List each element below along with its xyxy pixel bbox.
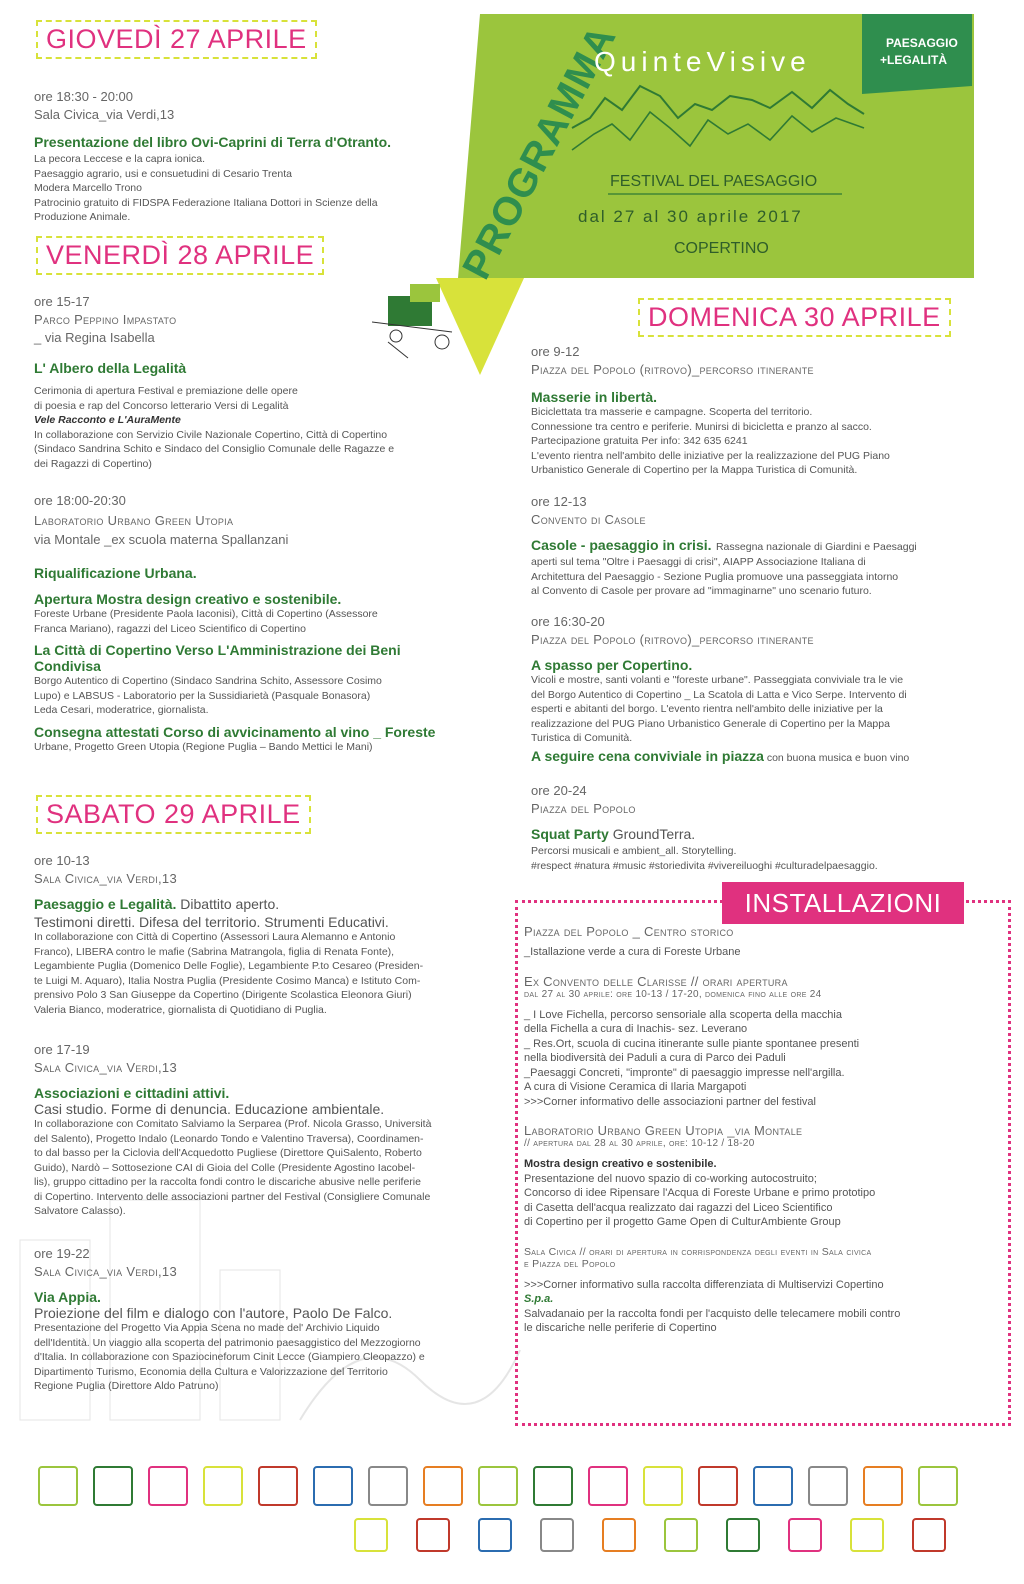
sponsor-logo [788, 1518, 822, 1552]
event-line: In collaborazione con Servizio Civile Nazionale Copertino, Città di Copertino [34, 428, 388, 441]
event-line: Architettura del Paesaggio - Sezione Puglia promuove una passeggiata intorno [531, 570, 899, 583]
sponsor-logo [918, 1466, 958, 1506]
event-line: Vele Racconto e L'AuraMente [34, 414, 181, 426]
sponsor-logo [203, 1466, 243, 1506]
event-line: Patrocinio gratuito di FIDSPA Federazione Italiana Dottori in Scienze della [34, 196, 378, 209]
installation-line: A cura di Visione Ceramica di Ilaria Margapoti [524, 1081, 747, 1093]
event-line: Percorsi musicali e ambient_all. Storytelling. [531, 845, 737, 857]
sunday-event-4 [531, 783, 986, 873]
installation-place: Ex Convento delle Clarisse // orari apertura [524, 973, 788, 989]
event-line: L'evento rientra nell'ambito delle iniziative per la realizzazione del PUG Piano [531, 449, 890, 462]
sponsor-logo [258, 1466, 298, 1506]
event-title: Paesaggio e Legalità. [34, 896, 177, 912]
event-line: al Convento di Casole per provare ad "immaginarne" uno scenario futuro. [531, 585, 872, 597]
festival-dates: dal 27 al 30 aprile 2017 [578, 207, 803, 226]
event-time: ore 20-24 [531, 783, 587, 798]
event-line: d'Italia. In collaborazione con Spaziocineforum Cinit Lecce (Giampiero Cleopazzo) e [34, 1351, 425, 1363]
event-line: realizzazione del PUG Piano Urbanistico Generale di Copertino per la Mappa [531, 717, 890, 730]
event-line: Turistica di Comunità. [531, 732, 633, 744]
friday-event-1-body [34, 360, 504, 471]
event-line: Guido), Nardò – Sottosezione CAI di Gioia del Colle (Presidente Agostino Iacobel- [34, 1161, 416, 1174]
sponsor-logo [354, 1518, 388, 1552]
event-place: Piazza del Popolo (ritrovo)_percorso itinerante [531, 362, 814, 377]
sponsor-logo [148, 1466, 188, 1506]
sponsor-logo [664, 1518, 698, 1552]
event-subtitle: Proiezione del film e dialogo con l'autore, Paolo De Falco. [34, 1305, 393, 1321]
event-line: di poesia e rap del Concorso letterario Versi di Legalità [34, 399, 289, 412]
event-line: (Sindaco Sandrina Schito e Sindaco del Consiglio Comunale delle Ragazze e [34, 443, 395, 455]
installation-place: Sala Civica // orari di apertura in corrispondenza degli eventi in Sala civica [524, 1245, 872, 1258]
event-subtitle: Casi studio. Forme di denuncia. Educazione ambientale. [34, 1101, 385, 1117]
event-extra-rest: con buona musica e buon vino [763, 751, 910, 764]
event-time: ore 10-13 [34, 853, 90, 868]
badge-line-2: +LEGALITÀ [880, 53, 948, 67]
event-title: Masserie in libertà. [531, 389, 658, 405]
event-line: Valeria Bianco, moderatrice, giornalista di Quotidiano di Puglia. [34, 1003, 327, 1016]
event-line: Legambiente Puglia (Domenico Delle Foglie), Legambiente P.to Cesareo (Presiden- [34, 960, 424, 972]
installation-line: >>>Corner informativo sulla raccolta differenziata di Multiservizi Copertino [524, 1278, 884, 1291]
event-place: Sala Civica_via Verdi,13 [34, 107, 175, 122]
installation-line: della Fichella a cura di Inachis- sez. Leverano [524, 1023, 748, 1035]
sponsor-logo [368, 1466, 408, 1506]
event-line: lis), gruppo cittadino per la raccolta fondi contro le discariche abusive nelle periferie [34, 1176, 421, 1188]
friday-event-1 [34, 294, 364, 345]
day-header-saturday: SABATO 29 APRILE [36, 795, 311, 834]
event-time: ore 17-19 [34, 1042, 90, 1057]
event-title-rest: Dibattito aperto. [176, 896, 280, 912]
event-line: prensivo Polo 3 San Giuseppe da Copertino (Dirigente Scolastica Eleonora Giuri) [34, 989, 412, 1001]
event-time: ore 18:30 - 20:00 [34, 89, 134, 104]
event-place: Piazza del Popolo (ritrovo)_percorso itinerante [531, 632, 814, 647]
installations-header: INSTALLAZIONI [722, 882, 964, 924]
event-place: via Montale _ex scuola materna Spallanzani [34, 532, 289, 547]
event-line: Connessione tra centro e periferie. Munirsi di bicicletta e pranzo al sacco. [531, 420, 872, 433]
event-line: Modera Marcello Trono [34, 182, 142, 194]
event-place: Sala Civica_via Verdi,13 [34, 1060, 177, 1075]
event-line: Produzione Animale. [34, 211, 131, 223]
installation-line: >>>Corner informativo delle associazioni partner del festival [524, 1095, 816, 1108]
event-subtitle: Apertura Mostra design creativo e sostenibile. [34, 591, 342, 607]
event-line: esperti e abitanti del borgo. L'evento rientra nell'ambito delle iniziative per la [531, 703, 883, 715]
event-line: dell'Identità. Un viaggio alla scoperta del patrimonio paesaggistico del Mezzogiorno [34, 1336, 421, 1349]
sponsor-logo [423, 1466, 463, 1506]
installation-line: di Casetta dell'acqua realizzato dai ragazzi del Liceo Scientifico [524, 1201, 833, 1214]
sponsor-logo [540, 1518, 574, 1552]
event-time: ore 19-22 [34, 1246, 90, 1261]
event-time: ore 18:00-20:30 [34, 493, 126, 508]
event-line: aperti sul tema "Oltre i Paesaggi di crisi", AIAPP Associazione Italiana di [531, 556, 866, 568]
installation-hours: // apertura dal 28 al 30 aprile, ore: 10-12 / 18-20 [524, 1138, 755, 1149]
installation-line: Concorso di idee Ripensare l'Acqua di Foreste Urbane e primo prototipo [524, 1187, 876, 1199]
event-line: Vicoli e mostre, santi volanti e "foreste urbane". Passeggiata conviviale tra le vie [531, 674, 904, 686]
installation-line: nella biodiversità dei Paduli a cura di Parco dei Paduli [524, 1052, 786, 1064]
festival-subtitle: FESTIVAL DEL PAESAGGIO [610, 173, 818, 190]
sponsor-logo [808, 1466, 848, 1506]
event-line: del Borgo Autentico di Copertino _ La Scatola di Latta e Vico Serpe. Intervento di [531, 688, 907, 701]
event-line: Dipartimento Turismo, Economia della Cultura e Valorizzazione del Territorio [34, 1365, 388, 1378]
sponsor-logo [726, 1518, 760, 1552]
installation-place: e Piazza del Popolo [524, 1257, 616, 1270]
event-extra-title: A seguire cena conviviale in piazza [531, 747, 764, 764]
sponsor-logo [416, 1518, 450, 1552]
event-title-rest: GroundTerra. [608, 826, 696, 842]
sponsor-logo [602, 1518, 636, 1552]
event-line: Borgo Autentico di Copertino (Sindaco Sandrina Schito, Assessore Cosimo [34, 675, 382, 687]
sponsor-logo [753, 1466, 793, 1506]
installation-line: _Paesaggi Concreti, "impronte" di paesaggio impresse nell'argilla. [524, 1066, 845, 1079]
sponsor-logo [478, 1466, 518, 1506]
sponsor-logo [850, 1518, 884, 1552]
event-title: L' Albero della Legalità [34, 360, 187, 376]
sunday-event-3 [531, 614, 986, 766]
badge-line-1: PAESAGGIO [886, 36, 958, 50]
sponsor-logo [588, 1466, 628, 1506]
event-line: Urbane, Progetto Green Utopia (Regione Puglia – Bando Mettici le Mani) [34, 740, 373, 753]
sunday-event-1 [531, 344, 986, 478]
background-sketch-icon [0, 1180, 540, 1440]
installation-title: Mostra design creativo e sostenibile. [524, 1158, 717, 1170]
installation-line: _ I Love Fichella, percorso sensoriale alla scoperta della macchia [524, 1008, 842, 1021]
event-time: ore 12-13 [531, 494, 587, 509]
event-line: to dal basso per la Ciclovia dell'Acquedotto Pugliese (Direttore QuiSalento, Roberto [34, 1147, 422, 1159]
installation-place: Laboratorio Urbano Green Utopia _via Montale [524, 1123, 803, 1138]
event-title: Via Appia. [34, 1289, 101, 1305]
installation-line: le discariche nelle periferie di Copertino [524, 1322, 717, 1334]
event-line: In collaborazione con Città di Copertino (Assessori Laura Alemanno e Antonio [34, 931, 396, 943]
event-place: Piazza del Popolo [531, 801, 636, 816]
event-place: Sala Civica_via Verdi,13 [34, 1264, 177, 1279]
festival-name: QuinteVisive [594, 46, 811, 77]
installations-content [524, 924, 994, 1336]
event-line: Leda Cesari, moderatrice, giornalista. [34, 704, 209, 716]
event-place: Laboratorio Urbano Green Utopia [34, 513, 234, 528]
event-line: Rassegna nazionale di Giardini e Paesaggi [715, 541, 917, 553]
sunday-event-2 [531, 494, 986, 599]
event-place: _ via Regina Isabella [34, 330, 155, 345]
event-line: Partecipazione gratuita Per info: 342 635 6241 [531, 435, 748, 447]
event-line: di Copertino. Intervento delle associazioni partner del Festival (Consigliere Comunale [34, 1190, 431, 1203]
event-line: Franca Mariano), ragazzi del Liceo Scientifico di Copertino [34, 622, 306, 635]
event-line: Regione Puglia (Direttore Aldo Patruno) [34, 1380, 219, 1392]
event-time: ore 9-12 [531, 344, 580, 359]
event-title: Riqualificazione Urbana. [34, 565, 197, 581]
event-line: Presentazione del Progetto Via Appia Scena no made del' Archivio Liquido [34, 1322, 380, 1334]
programma-vertical-title: PROGRAMMA [454, 18, 625, 287]
event-title: Presentazione del libro Ovi-Caprini di Terra d'Otranto. [34, 134, 392, 150]
sponsor-logo [38, 1466, 78, 1506]
event-line: Foreste Urbane (Presidente Paola Iaconisi), Città di Copertino (Assessore [34, 608, 378, 620]
event-line: Paesaggio agrario, usi e consuetudini di Cesario Trenta [34, 167, 292, 180]
event-time: ore 15-17 [34, 294, 90, 309]
event-place: Sala Civica_via Verdi,13 [34, 871, 177, 886]
sponsor-logo [643, 1466, 683, 1506]
installation-line: _Istallazione verde a cura di Foreste Urbane [524, 946, 741, 958]
sponsor-logo [533, 1466, 573, 1506]
friday-event-2 [34, 493, 504, 754]
event-title: Associazioni e cittadini attivi. [34, 1085, 230, 1101]
festival-city: COPERTINO [674, 240, 769, 257]
event-line: Franco), LIBERA contro le mafie (Sabrina Matrangola, figlia di Renata Fonte), [34, 945, 395, 958]
sponsor-logo [478, 1518, 512, 1552]
sponsor-logos [38, 1462, 998, 1572]
event-time: ore 16:30-20 [531, 614, 605, 629]
day-header-friday: VENERDÌ 28 APRILE [36, 236, 324, 275]
event-line: te Luigi M. Aquaro), Italia Nostra Puglia (Presidente Cosimo Manca) e Istituto Com- [34, 974, 421, 987]
event-line: Lupo) e LABSUS - Laboratorio per la Sussidiarietà (Pasquale Bonasora) [34, 689, 371, 702]
event-line: La pecora Leccese e la capra ionica. [34, 153, 206, 165]
event-line: del Salento), Progetto Indalo (Leonardo Tondo e Valentino Traversa), Coordinamen- [34, 1132, 424, 1145]
installation-hours: dal 27 al 30 aprile: ore 10-13 / 17-20, domenica fino alle ore 24 [524, 988, 822, 1000]
event-subtitle: Testimoni diretti. Difesa del territorio. Strumenti Educativi. [34, 914, 389, 930]
event-line: #respect #natura #music #storiedivita #vivereiluoghi #culturadelpaesaggio. [531, 859, 878, 872]
event-line: Salvatore Calasso). [34, 1205, 126, 1217]
event-place: Convento di Casole [531, 512, 646, 527]
sponsor-logo [912, 1518, 946, 1552]
installation-line: Salvadanaio per la raccolta fondi per l'acquisto delle telecamere mobili contro [524, 1307, 901, 1320]
event-line: Cerimonia di apertura Festival e premiazione delle opere [34, 385, 298, 397]
event-line: In collaborazione con Comitato Salviamo la Serparea (Prof. Nicola Grasso, Università [34, 1118, 432, 1130]
event-line: Urbanistico Generale di Copertino per la Mappa Turistica di Comunità. [531, 464, 858, 476]
installation-line: _ Res.Ort, scuola di cucina itinerante sulle piante spontanee presenti [524, 1037, 860, 1050]
sponsor-logo [863, 1466, 903, 1506]
day-header-thursday: GIOVEDÌ 27 APRILE [36, 20, 317, 59]
installation-line: Presentazione del nuovo spazio di co-working autocostruito; [524, 1172, 817, 1185]
event-place: Parco Peppino Impastato [34, 312, 177, 327]
event-line: dei Ragazzi di Copertino) [34, 457, 152, 470]
installation-line: di Copertino per il progetto Game Open di CulturAmbiente Group [524, 1216, 841, 1228]
event-title: Casole - paesaggio in crisi. [531, 537, 712, 553]
sponsor-logo [698, 1466, 738, 1506]
sponsor-logo [93, 1466, 133, 1506]
event-subtitle: Consegna attestati Corso di avvicinamento al vino _ Foreste [34, 723, 436, 740]
event-subtitle: La Città di Copertino Verso L'Amministrazione dei Beni Condivisa [34, 642, 401, 674]
thursday-event [34, 89, 504, 225]
event-line: Biciclettata tra masserie e campagne. Scoperta del territorio. [531, 406, 813, 418]
decorative-sketch-icon [372, 282, 462, 362]
event-title: Squat Party [531, 826, 609, 842]
installation-line: S.p.a. [524, 1293, 554, 1305]
event-title: A spasso per Copertino. [531, 657, 693, 673]
day-header-sunday: DOMENICA 30 APRILE [638, 298, 951, 337]
installation-place: Piazza del Popolo _ Centro storico [524, 924, 734, 939]
sponsor-logo [313, 1466, 353, 1506]
saturday-event-1 [34, 853, 504, 1017]
